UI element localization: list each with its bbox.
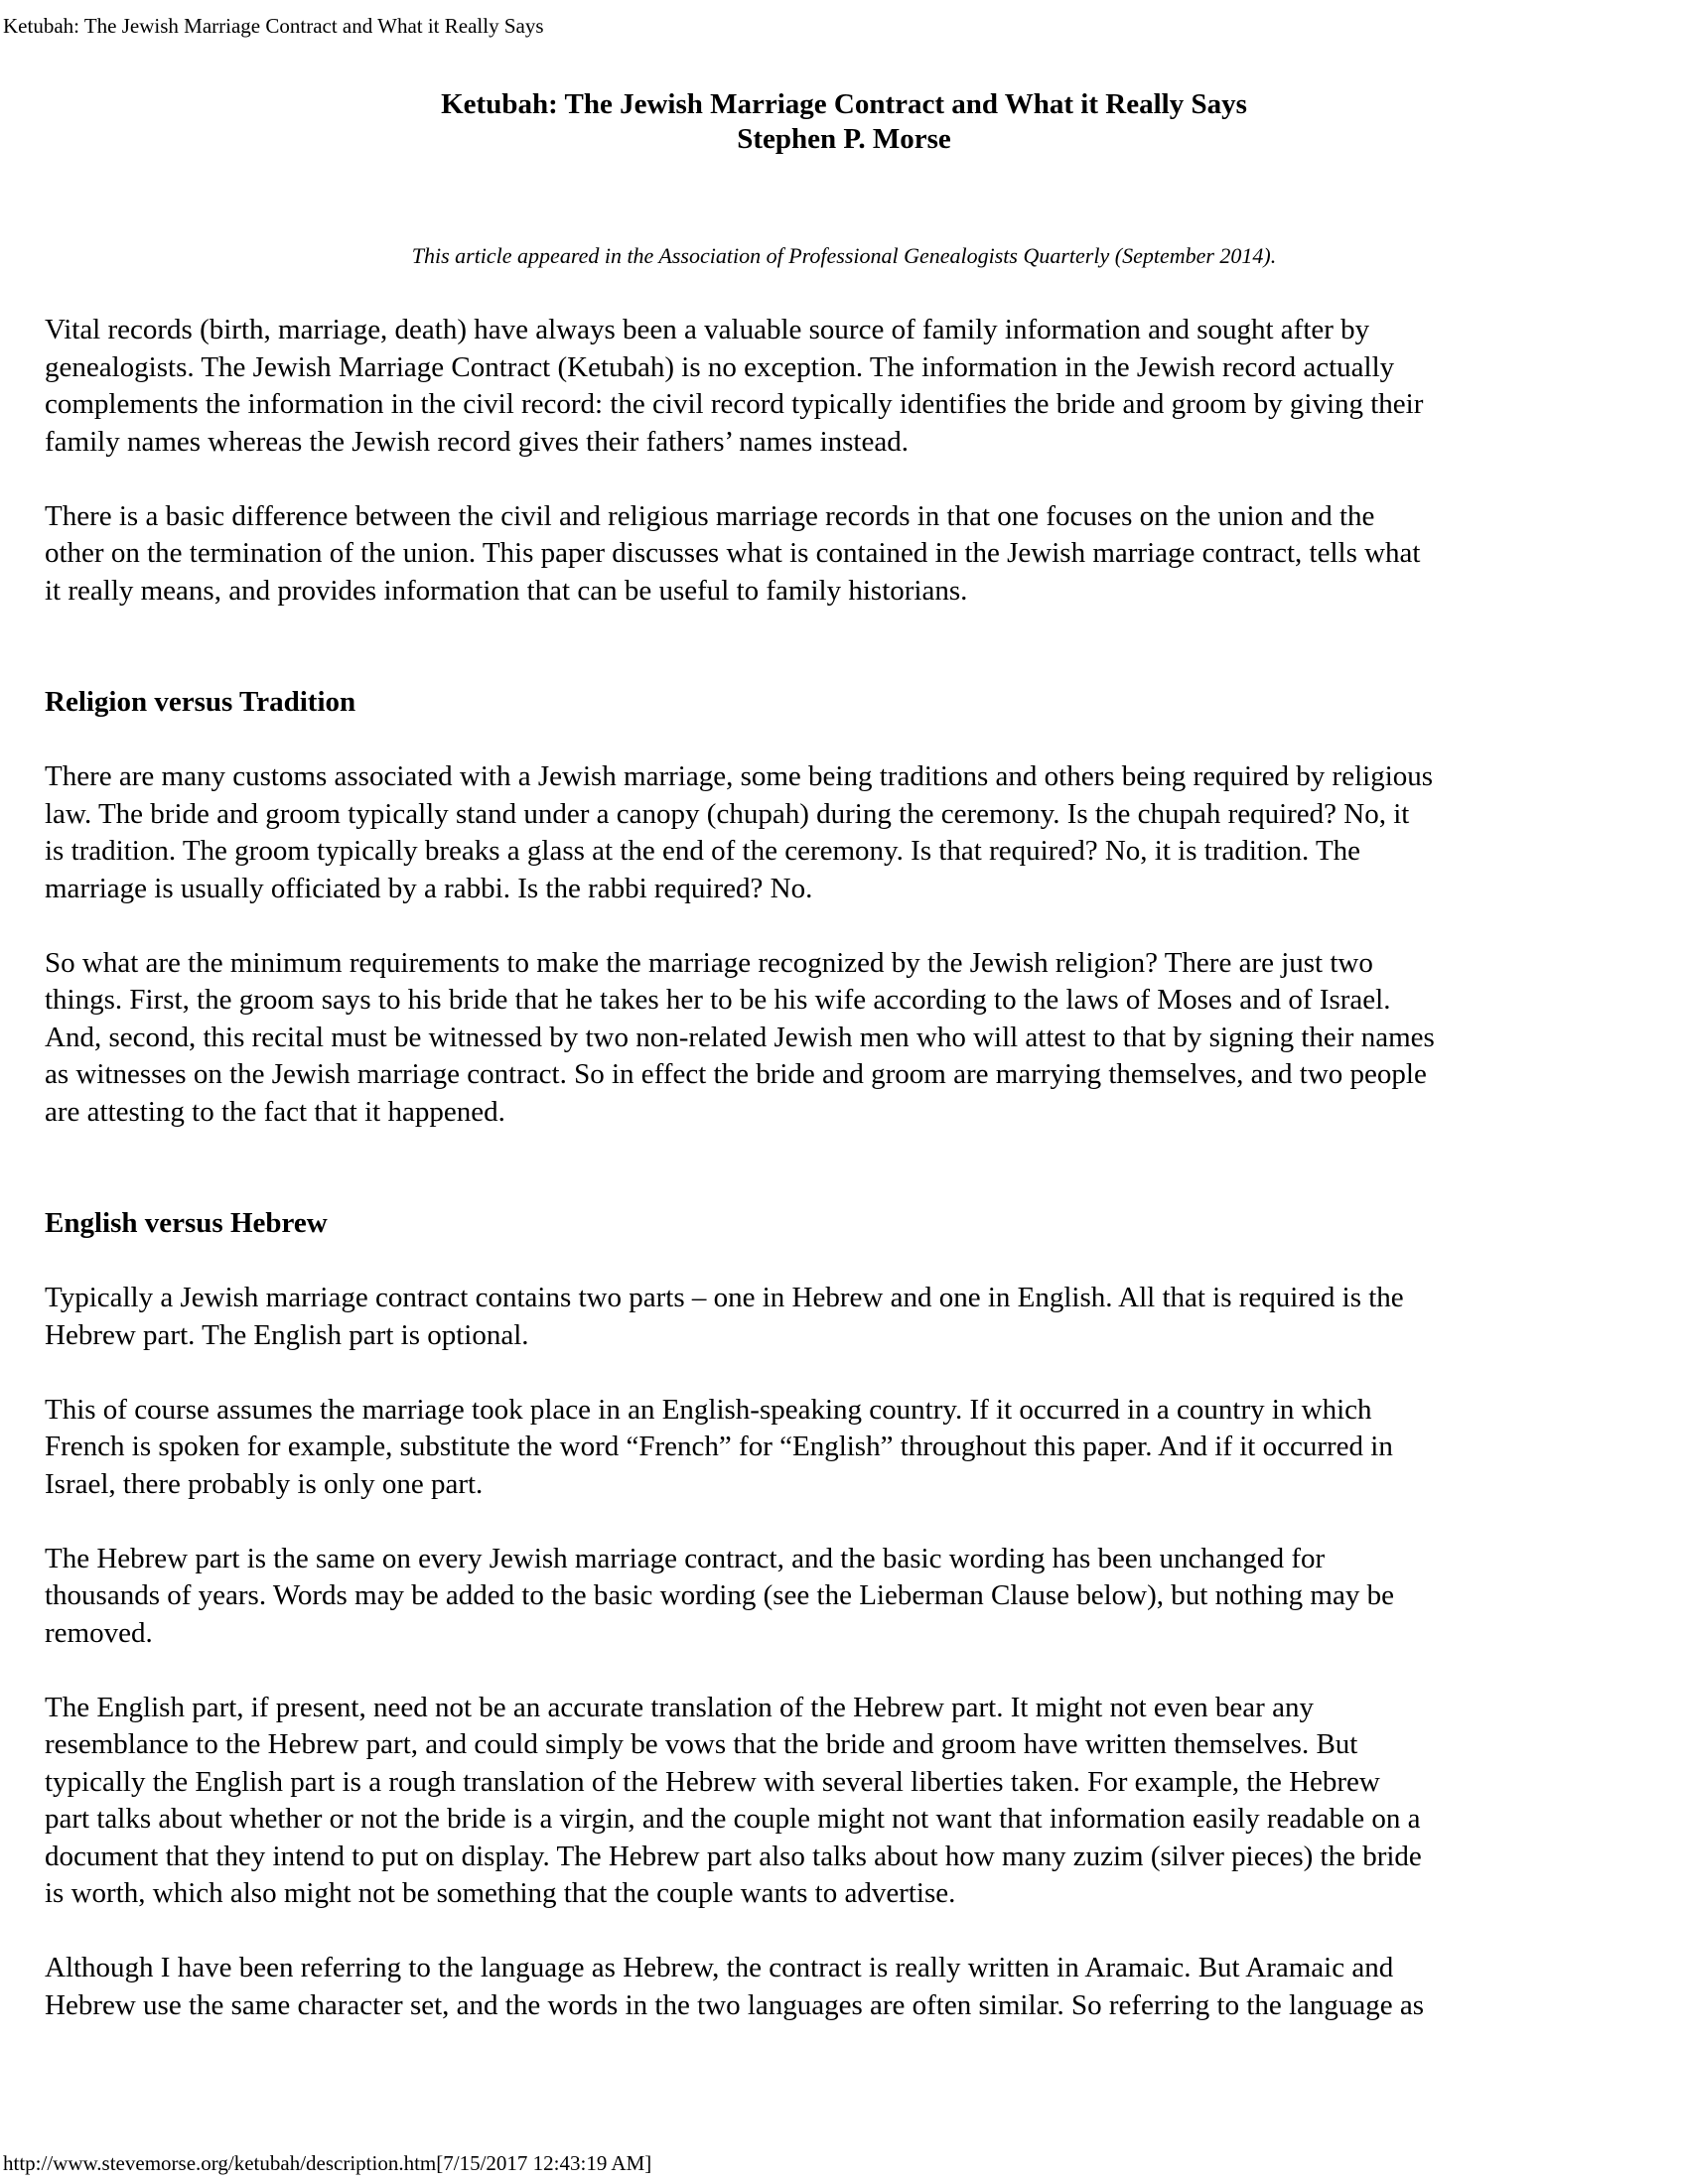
religion-paragraph-1 (45, 758, 1653, 907)
english-paragraph-4 (45, 1690, 1653, 1913)
print-footer-url: http://www.stevemorse.org/ketubah/description.htm[7/15/2017 12:43:19 AM] (3, 2151, 652, 2175)
paragraph-gap (45, 1354, 1653, 1392)
text-line: There are many customs associated with a Jewish marriage, some being traditions and others being required by religious (45, 760, 1434, 792)
text-line: There is a basic difference between the civil and religious marriage records in that one focuses on the union and the (45, 499, 1375, 532)
section-heading-religion: Religion versus Tradition (45, 686, 356, 718)
paragraph-gap (45, 1243, 1653, 1281)
text-line: is worth, which also might not be something that the couple wants to advertise. (45, 1877, 956, 1909)
text-line: family names whereas the Jewish record gives their fathers’ names instead. (45, 425, 909, 458)
text-line: Hebrew use the same character set, and the words in the two languages are often similar. So referring to the language as (45, 1988, 1425, 2021)
english-paragraph-3 (45, 1541, 1653, 1653)
text-line: law. The bride and groom typically stand under a canopy (chupah) during the ceremony. Is the chupah required? No, it (45, 797, 1410, 830)
paragraph-gap (45, 461, 1653, 498)
text-line: Although I have been referring to the language as Hebrew, the contract is really written in Aramaic. But Aramaic and (45, 1952, 1394, 1983)
text-line: things. First, the groom says to his bride that he takes her to be his wife according to the laws of Moses and of Israel. (45, 984, 1391, 1016)
text-line: it really means, and provides information that can be useful to family historians. (45, 574, 968, 607)
text-line: The English part, if present, need not be an accurate translation of the Hebrew part. It might not even bear any (45, 1691, 1314, 1723)
text-line: part talks about whether or not the bride is a virgin, and the couple might not want that information easily readable on a (45, 1803, 1421, 1835)
paragraph-gap (45, 1503, 1653, 1541)
publication-note: This article appeared in the Association of Professional Genealogists Quarterly (September 2014). (411, 243, 1277, 268)
text-line: French is spoken for example, substitute the word “French” for “English” throughout this paper. And if it occurred in (45, 1431, 1393, 1462)
article-author: Stephen P. Morse (737, 123, 951, 155)
text-line: marriage is usually officiated by a rabbi. Is the rabbi required? No. (45, 872, 813, 904)
text-line: Israel, there probably is only one part. (45, 1467, 484, 1500)
text-line: And, second, this recital must be witnessed by two non-related Jewish men who will attest to that by signing their names (45, 1021, 1435, 1053)
english-paragraph-5 (45, 1950, 1653, 2024)
text-line: So what are the minimum requirements to make the marriage recognized by the Jewish religion? There are just two (45, 946, 1373, 979)
text-line: resemblance to the Hebrew part, and could simply be vows that the bride and groom have written themselves. But (45, 1728, 1358, 1760)
article-body (45, 312, 1653, 2024)
section-heading-english-hebrew: English versus Hebrew (45, 1207, 328, 1239)
text-line: thousands of years. Words may be added to the basic wording (see the Lieberman Clause below), but nothing may be (45, 1579, 1394, 1611)
text-line: Vital records (birth, marriage, death) have always been a valuable source of family information and sought after by (45, 314, 1370, 345)
text-line: other on the termination of the union. This paper discusses what is contained in the Jewish marriage contract, tells what (45, 537, 1421, 569)
text-line: complements the information in the civil record: the civil record typically identifies the bride and groom by giving their (45, 388, 1424, 420)
text-line: The Hebrew part is the same on every Jewish marriage contract, and the basic wording has been unchanged for (45, 1542, 1326, 1574)
text-line: Hebrew part. The English part is optional. (45, 1318, 529, 1351)
title-block (0, 87, 1688, 157)
text-line: removed. (45, 1616, 153, 1649)
text-line: Typically a Jewish marriage contract contains two parts – one in Hebrew and one in English. All that is required is the (45, 1282, 1404, 1313)
english-paragraph-1 (45, 1280, 1653, 1354)
article-title: Ketubah: The Jewish Marriage Contract and What it Really Says (441, 88, 1247, 120)
text-line: genealogists. The Jewish Marriage Contract (Ketubah) is no exception. The information in the Jewish record actually (45, 350, 1395, 383)
religion-paragraph-2 (45, 945, 1653, 1132)
intro-paragraph-2 (45, 498, 1653, 611)
text-line: typically the English part is a rough translation of the Hebrew with several liberties taken. For example, the Hebrew (45, 1765, 1380, 1798)
section-gap (45, 1131, 1653, 1205)
paragraph-gap (45, 1652, 1653, 1690)
english-paragraph-2 (45, 1392, 1653, 1504)
section-gap (45, 610, 1653, 684)
paragraph-gap (45, 722, 1653, 759)
text-line: as witnesses on the Jewish marriage contract. So in effect the bride and groom are marrying themselves, and two people (45, 1058, 1427, 1090)
paragraph-gap (45, 1913, 1653, 1951)
text-line: are attesting to the fact that it happened. (45, 1095, 505, 1128)
intro-paragraph-1 (45, 312, 1653, 461)
text-line: This of course assumes the marriage took place in an English-speaking country. If it occurred in a country in which (45, 1393, 1372, 1426)
paragraph-gap (45, 907, 1653, 945)
text-line: document that they intend to put on display. The Hebrew part also talks about how many zuzim (silver pieces) the bride (45, 1840, 1422, 1872)
print-header: Ketubah: The Jewish Marriage Contract and What it Really Says (3, 14, 544, 38)
text-line: is tradition. The groom typically breaks a glass at the end of the ceremony. Is that required? No, it is tradition. The (45, 835, 1361, 867)
